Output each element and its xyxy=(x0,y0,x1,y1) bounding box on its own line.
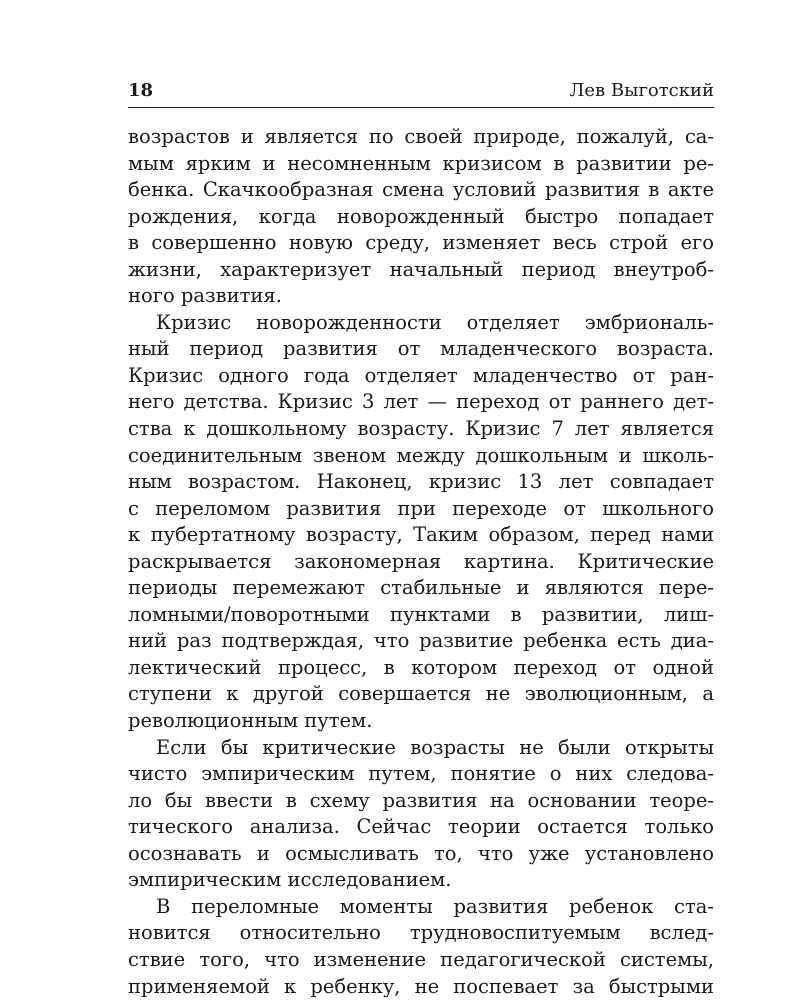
text-line: с переломом развития при переходе от школьного xyxy=(128,496,714,520)
text-line: возрастов и является по своей природе, пожалуй, са- xyxy=(128,125,714,148)
text-line: эмпирическим исследованием. xyxy=(128,868,452,892)
text-line: жизни, характеризует начальный период внеутроб- xyxy=(128,257,714,281)
text-line: раскрывается закономерная картина. Критические xyxy=(128,549,714,573)
running-title: Лев Выготский xyxy=(569,80,714,101)
text-line: Кризис одного года отделяет младенчество от ран- xyxy=(128,363,714,387)
text-line: ло бы ввести в схему развития на основании теоре- xyxy=(128,788,714,812)
text-line: бенка. Скачкообразная смена условий развития в акте xyxy=(128,178,714,202)
text-line: ным возрастом. Наконец, кризис 13 лет совпадает xyxy=(128,470,714,494)
text-line: ства к дошкольному возрасту. Кризис 7 лет является xyxy=(128,417,714,441)
text-line: применяемой к ребенку, не поспевает за быстрыми xyxy=(128,974,714,998)
page-number: 18 xyxy=(128,80,154,101)
header-rule xyxy=(128,107,714,108)
text-line: ного развития. xyxy=(128,284,282,308)
text-line: него детства. Кризис 3 лет — переход от раннего дет- xyxy=(128,390,714,414)
text-line: ный период развития от младенческого возраста. xyxy=(128,337,714,361)
text-line: мым ярким и несомненным кризисом в развитии ре- xyxy=(128,151,714,175)
text-line: Если бы критические возрасты не были открыты xyxy=(156,735,714,759)
text-line: осознавать и осмысливать то, что уже установлено xyxy=(128,841,714,865)
text-line: ломными/поворотными пунктами в развитии, лиш- xyxy=(128,602,714,626)
text-line: соединительным звеном между дошкольным и школь- xyxy=(128,443,714,467)
text-line: революционным путем. xyxy=(128,709,373,733)
text-line: лектический процесс, в котором переход от одной xyxy=(128,655,714,679)
text-line: к пубертатному возрасту, Таким образом, перед нами xyxy=(128,523,714,547)
text-line: рождения, когда новорожденный быстро попадает xyxy=(128,204,714,228)
text-line: чисто эмпирическим путем, понятие о них следова- xyxy=(128,762,714,786)
page-header xyxy=(128,78,714,104)
text-line: новится относительно трудновоспитуемым вслед- xyxy=(128,921,714,945)
body-text xyxy=(128,124,714,1000)
text-line: в совершенно новую среду, изменяет весь строй его xyxy=(128,231,714,255)
text-line: периоды перемежают стабильные и являются пере- xyxy=(128,576,714,600)
text-line: ствие того, что изменение педагогической системы, xyxy=(128,947,714,971)
text-line: Кризис новорожденности отделяет эмбриональ- xyxy=(156,310,714,334)
text-line: тического анализа. Сейчас теории остается только xyxy=(128,815,714,839)
text-line: ний раз подтверждая, что развитие ребенка есть диа- xyxy=(128,629,714,653)
text-line: В переломные моменты развития ребенок ста- xyxy=(156,894,714,918)
text-line: ступени к другой совершается не эволюционным, а xyxy=(128,682,714,706)
